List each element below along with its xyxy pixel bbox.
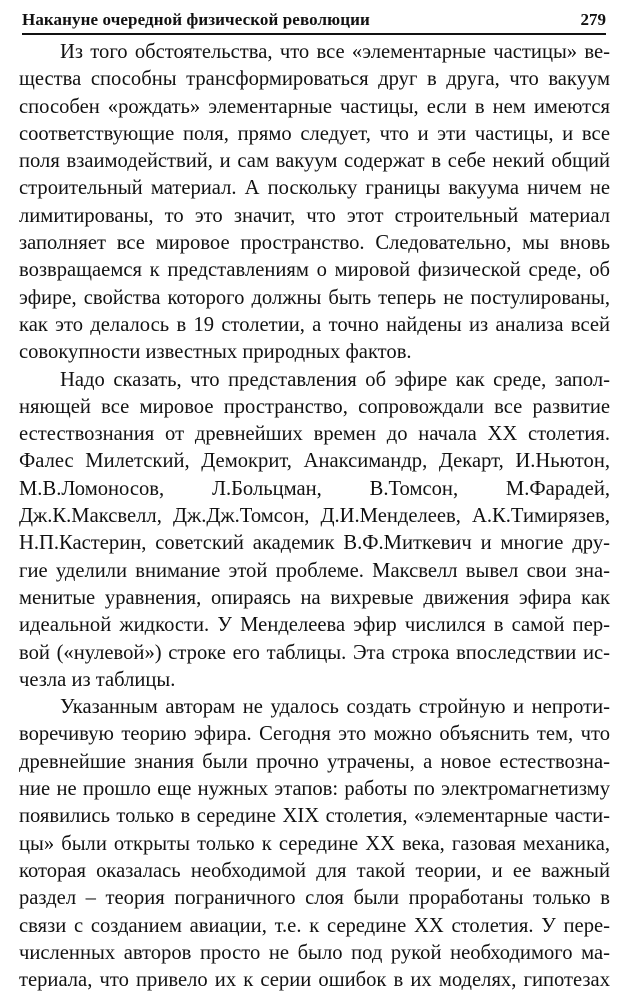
text-line: способен «рождать» элементарные частицы, если в нем имеются	[19, 95, 610, 118]
text-line: заполняет все мировое пространство. Следовательно, мы вновь	[19, 232, 610, 255]
text-line: вой («нулевой») строке его таблицы. Эта строка впоследствии ис-	[19, 641, 610, 664]
text-line: щества способны трансформироваться друг в друга, что вакуум	[19, 68, 610, 91]
text-line: древнейшие знания были прочно утрачены, а новое естествозна-	[19, 750, 610, 773]
paragraph-1	[19, 39, 610, 367]
text-line: чезла из таблицы.	[19, 668, 176, 691]
text-line: цы» были открыты только к середине XX века, газовая механика,	[19, 832, 610, 855]
text-line: няющей все мировое пространство, сопровождали все развитие	[19, 395, 610, 418]
body-text	[19, 39, 610, 994]
text-line: раздел – теория пограничного слоя были проработаны только в	[19, 887, 610, 910]
text-line: естествознания от древнейших времен до начала XX столетия.	[19, 423, 610, 446]
running-header	[22, 9, 606, 35]
text-line: менитые уравнения, опираясь на вихревые движения эфира как	[19, 586, 610, 609]
text-line: идеальной жидкости. У Менделеева эфир числился в самой пер-	[19, 614, 610, 637]
paragraph-3	[19, 694, 610, 994]
text-line: возвращаемся к представлениям о мировой физической среде, об	[19, 259, 610, 282]
text-line: численных авторов просто не было под рукой необходимого ма-	[19, 941, 610, 964]
text-line: ние не прошло еще нужных этапов: работы по электромагнетизму	[19, 778, 610, 801]
text-line: М.В.Ломоносов, Л.Больцман, В.Томсон, М.Фарадей,	[19, 477, 610, 500]
text-line: Из того обстоятельства, что все «элементарные частицы» ве-	[60, 41, 610, 63]
paragraph-2	[19, 367, 610, 695]
page-number: 279	[580, 10, 606, 29]
text-line: Указанным авторам не удалось создать стройную и непроти-	[60, 696, 610, 719]
text-line: строительный материал. А поскольку границы вакуума ничем не	[19, 177, 610, 200]
text-line: Н.П.Кастерин, советский академик В.Ф.Миткевич и многие дру-	[19, 532, 610, 555]
text-line: воречивую теорию эфира. Сегодня это можно объяснить тем, что	[19, 723, 610, 746]
text-line: лимитированы, то это значит, что этот строительный материал	[19, 204, 610, 227]
text-line: поля взаимодействий, и сам вакуум содержат в себе некий общий	[19, 150, 610, 173]
text-line: появились только в середине XIX столетия, «элементарные части-	[19, 805, 610, 828]
text-line: связи с созданием авиации, т.е. к середине XX столетия. У пере-	[19, 914, 610, 937]
text-line: соответствующие поля, прямо следует, что и эти частицы, и все	[19, 122, 610, 145]
text-line: гие уделили внимание этой проблеме. Максвелл вывел свои зна-	[19, 559, 610, 582]
text-line: как это делалось в 19 столетии, а точно найдены из анализа всей	[19, 313, 610, 336]
running-title: Накануне очередной физической революции	[22, 10, 370, 29]
text-line: териала, что привело их к серии ошибок в их моделях, гипотезах	[19, 969, 610, 992]
text-line: Дж.К.Максвелл, Дж.Дж.Томсон, Д.И.Менделеев, А.К.Тимирязев,	[19, 505, 610, 528]
text-line: эфире, свойства которого должны быть теперь не постулированы,	[19, 286, 610, 309]
text-line: которая оказалась необходимой для такой теории, и ее важный	[19, 859, 610, 882]
text-line: Надо сказать, что представления об эфире как среде, запол-	[60, 368, 610, 391]
text-line: Фалес Милетский, Демокрит, Анаксимандр, Декарт, И.Ньютон,	[19, 450, 610, 473]
text-line: совокупности известных природных фактов.	[19, 341, 412, 364]
